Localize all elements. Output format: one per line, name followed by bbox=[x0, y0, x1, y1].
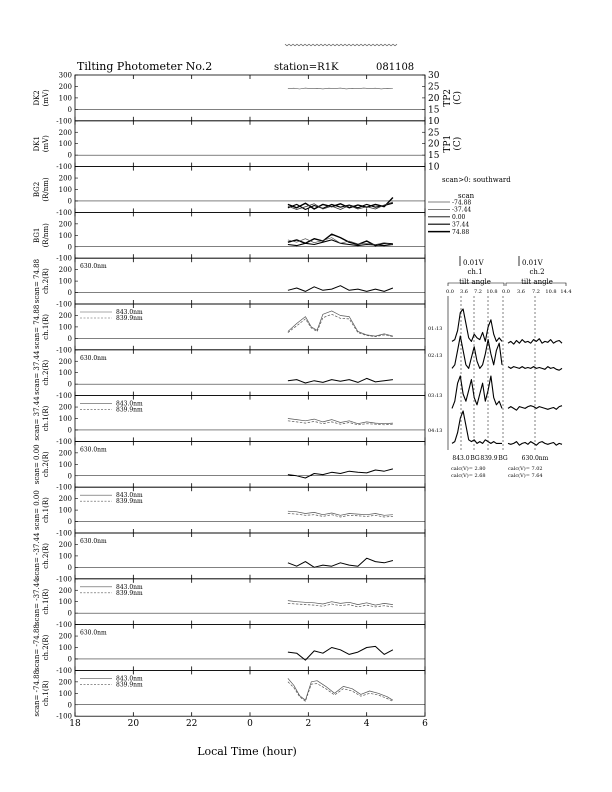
series-line bbox=[288, 603, 393, 607]
y-tick-label: 200 bbox=[58, 540, 72, 549]
legend-label: 839.9nm bbox=[116, 498, 143, 506]
scale-label-1: 0.01V bbox=[463, 259, 484, 267]
legend-label: 843.0nm bbox=[116, 492, 143, 500]
panel-frame bbox=[75, 350, 425, 396]
y-tick-label: 200 bbox=[58, 449, 72, 458]
y-tick-label: 200 bbox=[58, 357, 72, 366]
side-bottom-label: 839.9 bbox=[480, 455, 498, 462]
y-axis-unit: (R/nm) bbox=[42, 177, 50, 202]
time-row-label: 04:13 bbox=[428, 428, 443, 434]
panel-label: 630.0nm bbox=[80, 446, 107, 454]
tilt-trace-ch1 bbox=[452, 336, 502, 368]
series-line bbox=[288, 286, 393, 292]
y-axis-unit: ch.1(R) bbox=[42, 313, 50, 340]
y-axis-unit: (R/nm) bbox=[42, 223, 50, 248]
panel-s4_ch1 bbox=[33, 578, 425, 629]
y-axis-unit: ch.1(R) bbox=[42, 588, 50, 615]
tilt-tick-2: 3.6 bbox=[517, 289, 525, 295]
legend-label: 839.9nm bbox=[116, 406, 143, 414]
y-tick-label: 200 bbox=[58, 678, 72, 687]
tilt-tick-2: 7.2 bbox=[532, 289, 540, 295]
y-axis-label: DK1 bbox=[33, 136, 41, 152]
y-tick-label: 0 bbox=[67, 426, 72, 435]
calc-value-ch2: calc(V)= 7.64 bbox=[508, 473, 543, 479]
bg-legend-label: -74.88 bbox=[452, 199, 472, 207]
time-row-label: 01:13 bbox=[428, 326, 443, 332]
panel-dk2 bbox=[33, 71, 463, 127]
y-axis-unit: ch.1(R) bbox=[42, 680, 50, 707]
right-tick-label: 30 bbox=[428, 71, 440, 81]
y-tick-label: -100 bbox=[56, 621, 72, 630]
series-line bbox=[288, 419, 393, 424]
time-row-label: 03:13 bbox=[428, 393, 443, 399]
y-axis-label: scan= -74.88 bbox=[33, 624, 41, 671]
y-axis-unit: (mV) bbox=[42, 135, 50, 153]
right-tick-label: 15 bbox=[428, 151, 440, 162]
y-axis-unit: (mV) bbox=[42, 89, 50, 107]
bg-legend bbox=[428, 192, 475, 236]
panel-dk1 bbox=[33, 121, 463, 173]
tilt-trace-ch1 bbox=[452, 411, 502, 443]
top-wave-sample bbox=[285, 44, 397, 46]
tilt-angle-panel bbox=[428, 176, 572, 479]
y-tick-label: 0 bbox=[67, 472, 72, 481]
panel-frame bbox=[75, 121, 425, 167]
top-wave-line bbox=[285, 44, 397, 46]
y-tick-label: -100 bbox=[56, 208, 72, 217]
x-tick-label: 6 bbox=[422, 719, 428, 730]
y-axis-label: scan= 37.44 bbox=[33, 396, 41, 441]
series-line bbox=[288, 558, 393, 567]
y-axis-label: scan= 0.00 bbox=[33, 490, 41, 531]
panel-s2_ch1 bbox=[33, 396, 425, 446]
y-tick-label: 0 bbox=[67, 334, 72, 343]
y-tick-label: 100 bbox=[58, 369, 72, 378]
y-tick-label: -100 bbox=[56, 529, 72, 538]
series-line bbox=[288, 378, 393, 383]
y-tick-label: -100 bbox=[56, 483, 72, 492]
y-axis-unit: ch.2(R) bbox=[42, 268, 50, 295]
y-axis-label: scan= 37.44 bbox=[33, 350, 41, 395]
y-tick-label: -100 bbox=[56, 392, 72, 401]
tilt-tick-1: 7.2 bbox=[474, 289, 482, 295]
tilt-trace-ch2 bbox=[508, 442, 562, 446]
x-tick-label: 4 bbox=[363, 719, 370, 730]
legend-label: 843.0nm bbox=[116, 675, 143, 683]
scan-direction-note: scan>0: southward bbox=[442, 176, 511, 184]
y-tick-label: 100 bbox=[58, 460, 72, 469]
y-tick-label: 0 bbox=[67, 380, 72, 389]
bg-legend-label: 74.88 bbox=[452, 228, 470, 236]
side-bottom-label: BG bbox=[470, 455, 480, 462]
y-tick-label: 300 bbox=[58, 71, 72, 80]
y-tick-label: 100 bbox=[58, 186, 72, 194]
right-tick-label: 10 bbox=[428, 116, 440, 127]
legend-label: 843.0nm bbox=[116, 583, 143, 591]
y-tick-label: 200 bbox=[58, 495, 72, 504]
y-tick-label: 200 bbox=[58, 586, 72, 595]
y-tick-label: 0 bbox=[67, 197, 72, 206]
tilt-tick-2: 0.0 bbox=[502, 289, 510, 295]
tilt-tick-1: 10.8 bbox=[486, 289, 498, 295]
panel-stack bbox=[33, 71, 463, 721]
calc-value-ch1: calc(V)= 2.80 bbox=[451, 466, 486, 472]
y-tick-label: -100 bbox=[56, 117, 72, 126]
bg-legend-label: -37.44 bbox=[452, 206, 472, 214]
y-axis-label: scan= -37.44 bbox=[33, 532, 41, 580]
y-axis-label: scan= 74.88 bbox=[33, 258, 41, 304]
y-axis-label: scan= -74.88 bbox=[33, 669, 41, 717]
y-tick-label: 0 bbox=[67, 701, 72, 710]
panel-s1_ch1 bbox=[33, 304, 425, 354]
y-axis-unit: ch.2(R) bbox=[42, 451, 50, 478]
side-bottom-label: 843.0 bbox=[452, 455, 470, 462]
y-tick-label: 200 bbox=[58, 220, 72, 229]
y-axis-label: BG2 bbox=[33, 181, 41, 198]
bg-legend-label: 37.44 bbox=[452, 221, 470, 229]
right-axis-label: TP1 bbox=[443, 134, 453, 153]
y-tick-label: -100 bbox=[56, 575, 72, 584]
tilt-trace-ch1 bbox=[452, 376, 502, 408]
right-tick-label: 15 bbox=[428, 105, 440, 116]
legend-label: 843.0nm bbox=[116, 400, 143, 408]
y-tick-label: 200 bbox=[58, 311, 72, 320]
panel-s1_ch2 bbox=[33, 258, 425, 308]
figure-title: Tilting Photometer No.2 bbox=[77, 60, 213, 73]
x-tick-label: 2 bbox=[305, 719, 312, 730]
panel-frame bbox=[75, 625, 425, 671]
y-tick-label: 200 bbox=[58, 403, 72, 412]
bg-legend-label: 0.00 bbox=[452, 214, 466, 222]
right-tick-label: 20 bbox=[428, 93, 440, 104]
y-tick-label: -100 bbox=[56, 254, 72, 263]
y-tick-label: 0 bbox=[67, 151, 72, 160]
y-tick-label: 200 bbox=[58, 128, 72, 137]
channel-2-label: ch.2 bbox=[529, 268, 545, 276]
panel-bg2 bbox=[33, 167, 425, 217]
y-axis-label: scan= 0.00 bbox=[33, 444, 41, 485]
panel-label: 630.0nm bbox=[80, 354, 107, 362]
calc-value-ch1: calc(V)= 2.68 bbox=[451, 473, 486, 479]
panel-s2_ch2 bbox=[33, 350, 425, 400]
side-bottom-label: BG bbox=[498, 455, 508, 462]
series-line bbox=[288, 646, 393, 660]
y-axis-unit: ch.1(R) bbox=[42, 497, 50, 524]
panel-s3_ch2 bbox=[33, 441, 425, 491]
right-axis-unit: (C) bbox=[453, 136, 463, 151]
y-tick-label: 100 bbox=[58, 323, 72, 332]
y-tick-label: 100 bbox=[58, 689, 72, 698]
x-tick-label: 22 bbox=[185, 719, 198, 730]
right-tick-label: 25 bbox=[428, 82, 440, 93]
tilt-tick-1: 0.0 bbox=[446, 289, 454, 295]
y-axis-unit: ch.1(R) bbox=[42, 405, 50, 432]
legend-label: 839.9nm bbox=[116, 315, 143, 322]
panel-s5_ch2 bbox=[33, 624, 425, 675]
station-label: station=R1K bbox=[274, 62, 339, 73]
y-tick-label: 100 bbox=[58, 231, 72, 240]
y-axis-unit: ch.2(R) bbox=[42, 359, 50, 386]
y-axis-unit: ch.2(R) bbox=[42, 542, 50, 569]
series-line bbox=[288, 469, 393, 478]
tilt-tick-2: 10.8 bbox=[545, 289, 557, 295]
channel-1-label: ch.1 bbox=[467, 268, 483, 276]
right-tick-label: 25 bbox=[428, 128, 440, 139]
panel-frame bbox=[75, 533, 425, 579]
tilt-angle-label-1: tilt angle bbox=[459, 278, 491, 286]
right-axis-unit: (C) bbox=[453, 90, 463, 105]
tilt-trace-ch1 bbox=[452, 309, 502, 341]
y-tick-label: 0 bbox=[67, 243, 72, 252]
y-tick-label: 200 bbox=[58, 632, 72, 641]
panel-label: 630.0nm bbox=[80, 263, 107, 271]
y-tick-label: 100 bbox=[58, 140, 72, 149]
y-tick-label: -100 bbox=[56, 437, 72, 446]
y-tick-label: 100 bbox=[58, 598, 72, 607]
x-tick-label: 18 bbox=[69, 719, 81, 730]
panel-s3_ch1 bbox=[33, 487, 425, 537]
y-axis-label: scan= 74.88 bbox=[33, 304, 41, 350]
y-tick-label: 0 bbox=[67, 289, 72, 298]
panel-bg1 bbox=[33, 212, 425, 262]
series-line bbox=[288, 88, 393, 89]
right-axis-label: TP2 bbox=[443, 89, 453, 107]
y-axis-label: DK2 bbox=[33, 90, 41, 106]
y-tick-label: 0 bbox=[67, 105, 72, 114]
y-tick-label: 100 bbox=[58, 552, 72, 561]
y-tick-label: 100 bbox=[58, 506, 72, 515]
y-tick-label: 100 bbox=[58, 277, 72, 286]
x-axis-label: Local Time (hour) bbox=[197, 745, 297, 758]
y-tick-label: -100 bbox=[56, 346, 72, 355]
y-tick-label: 200 bbox=[58, 82, 72, 91]
date-label: 081108 bbox=[376, 62, 415, 73]
y-axis-unit: ch.2(R) bbox=[42, 634, 50, 661]
y-axis-label: BG1 bbox=[33, 227, 41, 243]
panel-s4_ch2 bbox=[33, 529, 425, 584]
y-tick-label: 200 bbox=[58, 174, 72, 183]
right-tick-label: 10 bbox=[428, 162, 440, 173]
panel-label: 630.0nm bbox=[80, 629, 107, 637]
series-line bbox=[288, 511, 393, 515]
y-axis-label: scan= -37.44 bbox=[33, 578, 41, 626]
y-tick-label: 0 bbox=[67, 563, 72, 572]
y-tick-label: -100 bbox=[56, 666, 72, 675]
panel-frame bbox=[75, 441, 425, 487]
series-line bbox=[288, 311, 393, 336]
x-tick-label: 20 bbox=[127, 719, 140, 730]
panel-frame bbox=[75, 212, 425, 258]
panel-s5_ch1 bbox=[33, 670, 425, 721]
x-tick-label: 0 bbox=[247, 719, 253, 730]
panel-label: 630.0nm bbox=[80, 538, 107, 545]
panel-frame bbox=[75, 75, 425, 121]
scale-label-2: 0.01V bbox=[522, 259, 543, 267]
y-tick-label: 0 bbox=[67, 655, 72, 664]
side-bottom-label: 630.0nm bbox=[521, 455, 549, 462]
legend-label: 843.0nm bbox=[116, 309, 143, 316]
y-tick-label: 0 bbox=[67, 518, 72, 527]
tilt-tick-2: 14.4 bbox=[560, 289, 572, 295]
legend-label: 839.9nm bbox=[116, 681, 143, 689]
y-tick-label: 100 bbox=[58, 644, 72, 652]
y-tick-label: 0 bbox=[67, 609, 72, 618]
series-line bbox=[288, 678, 393, 700]
series-line bbox=[288, 601, 393, 606]
y-tick-label: -100 bbox=[56, 300, 72, 309]
panel-frame bbox=[75, 258, 425, 304]
tilt-angle-label-2: tilt angle bbox=[521, 278, 553, 286]
tilt-tick-1: 3.6 bbox=[460, 289, 468, 295]
x-axis bbox=[69, 719, 428, 729]
y-tick-label: -100 bbox=[56, 163, 72, 172]
bg-legend-title: scan bbox=[458, 192, 475, 200]
calc-value-ch2: calc(V)= 7.02 bbox=[508, 466, 543, 472]
legend-label: 839.9nm bbox=[116, 589, 143, 597]
y-tick-label: -100 bbox=[56, 712, 72, 721]
y-tick-label: 100 bbox=[58, 415, 72, 423]
y-tick-label: 200 bbox=[58, 266, 72, 275]
time-row-label: 02:13 bbox=[428, 353, 443, 359]
right-tick-label: 20 bbox=[428, 139, 440, 150]
y-tick-label: 100 bbox=[58, 94, 72, 103]
